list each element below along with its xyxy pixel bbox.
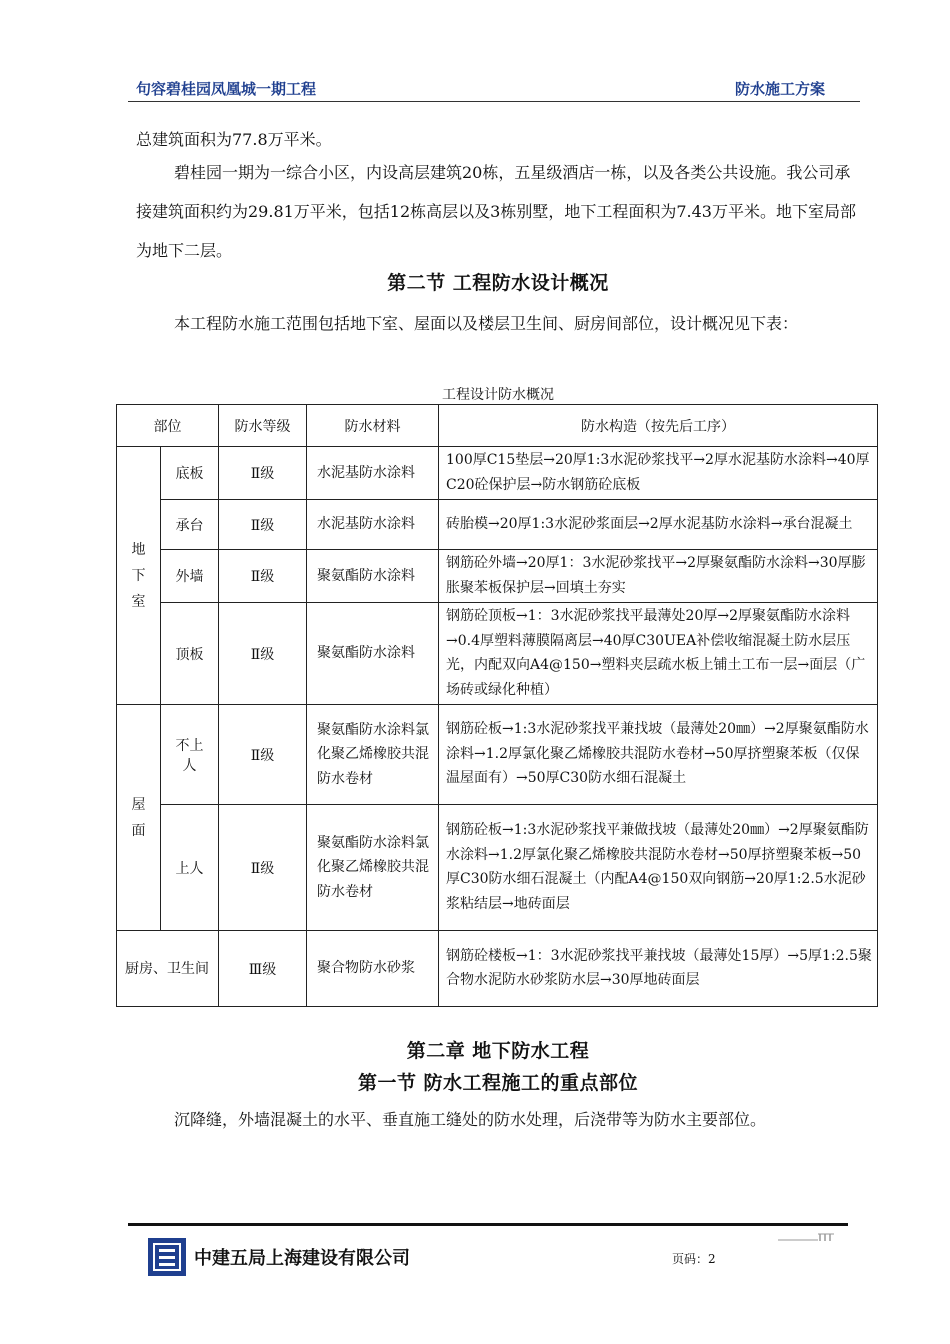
header-project-name: 句容碧桂园凤凰城一期工程 xyxy=(136,80,317,98)
footer-decoration-icon xyxy=(778,1232,838,1242)
table-row xyxy=(117,550,878,603)
footer-page-number: 页码：2 xyxy=(672,1252,716,1266)
cell-part: 顶板 xyxy=(161,603,219,705)
header-cell-construction: 防水构造（按先后工序） xyxy=(439,405,878,447)
cell-part: 不上人 xyxy=(161,705,219,805)
waterproof-design-table xyxy=(116,404,878,1007)
cell-material: 聚氨酯防水涂料 xyxy=(307,603,439,705)
cell-grade: Ⅱ级 xyxy=(219,705,307,805)
chapter-2-title: 第二章 地下防水工程 xyxy=(406,1040,590,1062)
cell-construction: 钢筋砼楼板→1：3水泥砂浆找平兼找坡（最薄处15厚）→5厚1:2.5聚合物水泥防水砂浆防水层→30厚地砖面层 xyxy=(439,931,878,1007)
cell-part: 底板 xyxy=(161,447,219,500)
header-cell-part: 部位 xyxy=(117,405,219,447)
section-1-title: 第一节 防水工程施工的重点部位 xyxy=(357,1072,639,1094)
header-rule xyxy=(128,101,860,102)
table-row xyxy=(117,603,878,705)
table-row xyxy=(117,931,878,1007)
group-cell-basement xyxy=(117,447,161,705)
group-label-roof: 屋面 xyxy=(131,796,146,839)
cell-construction: 钢筋砼板→1:3水泥砂浆找平兼做找坡（最薄处20㎜）→2厚聚氨酯防水涂料→1.2厚氯化聚乙烯橡胶共混防水卷材→50厚挤塑聚苯板→50厚C30防水细石混凝土（内配A4@150双向钢筋→20厚1:2.5水泥砂浆粘结层→地砖面层 xyxy=(439,805,878,931)
cell-grade: Ⅱ级 xyxy=(219,550,307,603)
cell-material: 聚氨酯防水涂料 xyxy=(307,550,439,603)
cell-material: 聚氨酯防水涂料氯化聚乙烯橡胶共混防水卷材 xyxy=(307,705,439,805)
footer-rule xyxy=(128,1223,848,1226)
cell-construction: 钢筋砼顶板→1：3水泥砂浆找平最薄处20厚→2厚聚氨酯防水涂料→0.4厚塑料薄膜隔离层→40厚C30UEA补偿收缩混凝土防水层压光，内配双向A4@150→塑料夹层疏水板上铺土工布一层→面层（广场砖或绿化种植） xyxy=(439,603,878,705)
table-caption: 工程设计防水概况 xyxy=(442,387,554,403)
cell-material: 聚合物防水砂浆 xyxy=(307,931,439,1007)
company-logo-icon xyxy=(148,1238,186,1276)
table-row xyxy=(117,447,878,500)
cell-grade: Ⅱ级 xyxy=(219,603,307,705)
group-cell-roof xyxy=(117,705,161,931)
paragraph-key-areas: 沉降缝，外墙混凝土的水平、垂直施工缝处的防水处理，后浇带等为防水主要部位。 xyxy=(174,1110,767,1129)
cell-material: 水泥基防水涂料 xyxy=(307,500,439,550)
cell-construction: 砖胎模→20厚1:3水泥砂浆面层→2厚水泥基防水涂料→承台混凝土 xyxy=(439,500,878,550)
table-row xyxy=(117,500,878,550)
cell-part: 外墙 xyxy=(161,550,219,603)
cell-construction: 钢筋砼板→1:3水泥砂浆找平兼找坡（最薄处20㎜）→2厚聚氨酯防水涂料→1.2厚氯化聚乙烯橡胶共混防水卷材→50厚挤塑聚苯板（仅保温屋面有）→50厚C30防水细石混凝土 xyxy=(439,705,878,805)
cell-grade: Ⅱ级 xyxy=(219,500,307,550)
cell-construction: 钢筋砼外墙→20厚1：3水泥砂浆找平→2厚聚氨酯防水涂料→30厚膨胀聚苯板保护层→回填土夯实 xyxy=(439,550,878,603)
paragraph-total-area: 总建筑面积为77.8万平米。 xyxy=(136,130,332,149)
group-cell-kitchen: 厨房、卫生间 xyxy=(117,931,219,1007)
paragraph-project-overview: 碧桂园一期为一综合小区，内设高层建筑20栋，五星级酒店一栋，以及各类公共设施。我公司承接建筑面积约为29.81万平米，包括12栋高层以及3栋别墅，地下工程面积为7.43万平米。地下室局部为地下二层。 xyxy=(136,163,856,260)
cell-part: 上人 xyxy=(161,805,219,931)
cell-part: 承台 xyxy=(161,500,219,550)
table-row xyxy=(117,705,878,805)
cell-grade: Ⅲ级 xyxy=(219,931,307,1007)
header-cell-grade: 防水等级 xyxy=(219,405,307,447)
cell-material: 水泥基防水涂料 xyxy=(307,447,439,500)
section-2-title: 第二节 工程防水设计概况 xyxy=(387,272,609,294)
cell-grade: Ⅱ级 xyxy=(219,805,307,931)
header-doc-type: 防水施工方案 xyxy=(735,80,826,98)
cell-grade: Ⅱ级 xyxy=(219,447,307,500)
table-header-row xyxy=(117,405,878,447)
table-row xyxy=(117,805,878,931)
cell-material: 聚氨酯防水涂料氯化聚乙烯橡胶共混防水卷材 xyxy=(307,805,439,931)
group-label-basement: 地下室 xyxy=(131,541,146,610)
footer-company-name: 中建五局上海建设有限公司 xyxy=(194,1248,410,1269)
paragraph-scope: 本工程防水施工范围包括地下室、屋面以及楼层卫生间、厨房间部位，设计概况见下表： xyxy=(174,314,799,333)
cell-construction: 100厚C15垫层→20厚1:3水泥砂浆找平→2厚水泥基防水涂料→40厚C20砼保护层→防水钢筋砼底板 xyxy=(439,447,878,500)
header-cell-material: 防水材料 xyxy=(307,405,439,447)
